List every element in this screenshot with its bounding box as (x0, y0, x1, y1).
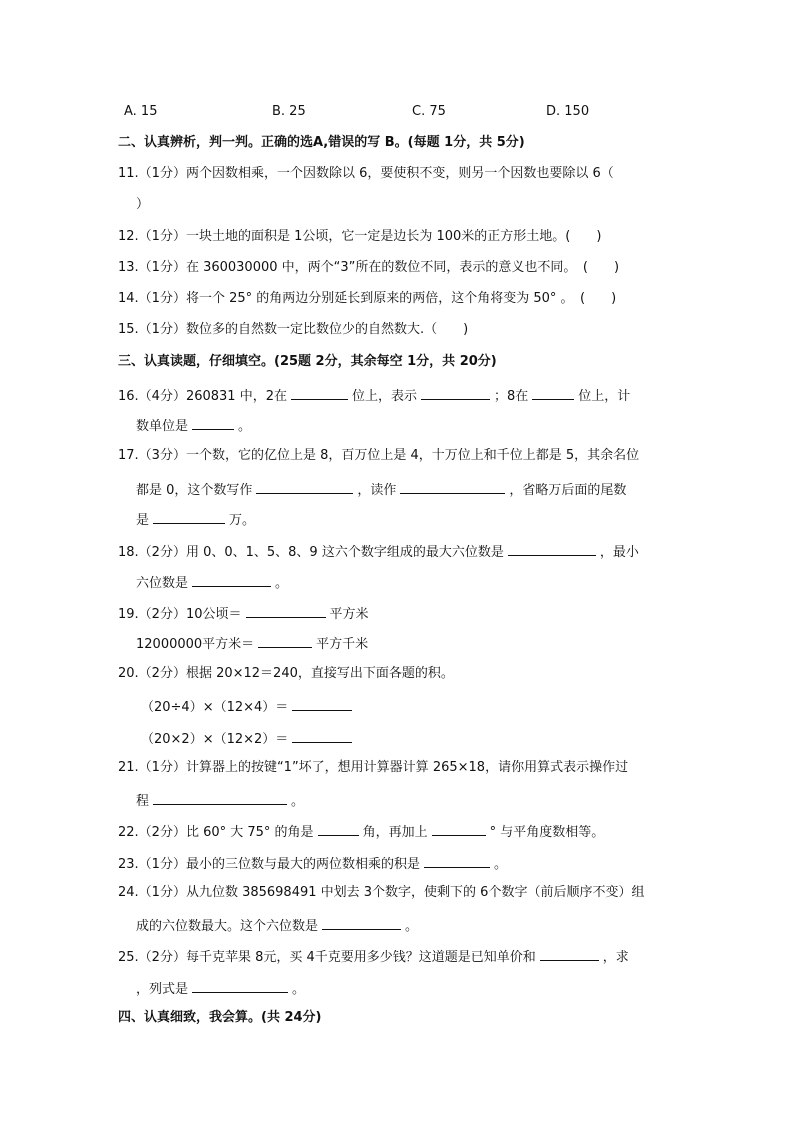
q19-text: 19.（2分）10公顷＝ (118, 607, 242, 622)
q18-text: 。 (275, 576, 289, 591)
q25-text: ，求 (602, 950, 629, 965)
question-20-a (141, 697, 356, 716)
q24-text: 。 (405, 919, 419, 934)
answer-blank[interactable] (153, 791, 287, 805)
question-16 (118, 386, 630, 405)
section-2-heading: 二、认真辨析，判一判。正确的选A,错误的写 B。(每题 1分，共 5分) (118, 135, 525, 150)
q19-text: 平方米 (329, 607, 369, 622)
answer-blank[interactable] (246, 604, 326, 618)
question-12: 12.（1分）一块土地的面积是 1公顷，它一定是边长为 100米的正方形土地。( ) (118, 229, 602, 244)
answer-blank[interactable] (532, 386, 574, 400)
answer-blank[interactable] (192, 573, 271, 587)
question-20: 20.（2分）根据 20×12＝240，直接写出下面各题的积。 (118, 666, 454, 681)
question-19 (118, 604, 369, 623)
q16-text: 16.（4分）260831 中，2在 (118, 389, 287, 404)
answer-blank[interactable] (292, 697, 352, 711)
answer-blank[interactable] (318, 822, 359, 836)
question-21: 21.（1分）计算器上的按键“1”坏了，想用计算器计算 265×18，请你用算式表示操作过 (118, 760, 629, 775)
question-24-cont (136, 916, 418, 935)
answer-blank[interactable] (508, 542, 596, 556)
question-13: 13.（1分）在 360030000 中，两个“3”所在的数位不同，表示的意义也不同。 ( ) (118, 260, 620, 275)
q16-text: 数单位是 (136, 419, 189, 434)
q23-text: 。 (493, 857, 507, 872)
q18-text: ，最小 (599, 545, 639, 560)
q16-text: ；8在 (494, 389, 529, 404)
q25-text: ，列式是 (136, 982, 189, 997)
option-c: C. 75 (412, 104, 446, 119)
q16-text: 位上，计 (578, 389, 631, 404)
q22-text: 角，再加上 (362, 825, 428, 840)
option-d: D. 150 (546, 104, 590, 119)
q20-text: （20÷4）×（12×4）＝ (141, 700, 289, 715)
answer-blank[interactable] (256, 480, 353, 494)
answer-blank[interactable] (400, 480, 505, 494)
answer-blank[interactable] (291, 386, 348, 400)
q19-text: 12000000平方米＝ (136, 637, 255, 652)
question-16-cont (136, 416, 251, 435)
answer-blank[interactable] (540, 947, 599, 961)
answer-blank[interactable] (432, 822, 486, 836)
q16-text: 位上，表示 (351, 389, 417, 404)
q22-text: 22.（2分）比 60° 大 75° 的角是 (118, 825, 314, 840)
q17-text: ，读作 (357, 483, 397, 498)
q21-text: 。 (291, 794, 305, 809)
question-20-b (141, 729, 356, 748)
answer-blank[interactable] (421, 386, 490, 400)
answer-blank[interactable] (322, 916, 401, 930)
q16-text: 。 (238, 419, 252, 434)
q18-text: 18.（2分）用 0、0、1、5、8、9 这六个数字组成的最大六位数是 (118, 545, 504, 560)
answer-blank[interactable] (192, 979, 288, 993)
q24-text: 成的六位数最大。这个六位数是 (136, 919, 319, 934)
question-18-cont (136, 573, 288, 592)
question-17-cont (136, 480, 626, 499)
question-21-cont (136, 791, 304, 810)
q25-text: 。 (292, 982, 306, 997)
q23-text: 23.（1分）最小的三位数与最大的两位数相乘的积是 (118, 857, 420, 872)
section-4-heading: 四、认真细致，我会算。(共 24分) (118, 1010, 322, 1025)
answer-blank[interactable] (292, 729, 352, 743)
q25-text: 25.（2分）每千克苹果 8元，买 4千克要用多少钱？这道题是已知单价和 (118, 950, 536, 965)
question-24: 24.（1分）从九位数 385698491 中划去 3个数字，使剩下的 6个数字（前后顺序不变）组 (118, 885, 645, 900)
question-23 (118, 854, 507, 873)
q17-text: 是 (136, 513, 150, 528)
q20-text: （20×2）×（12×2）＝ (141, 732, 289, 747)
q18-text: 六位数是 (136, 576, 189, 591)
question-22 (118, 822, 604, 841)
section-3-heading: 三、认真读题，仔细填空。(25题 2分，其余每空 1分，共 20分) (118, 354, 497, 369)
answer-blank[interactable] (192, 416, 234, 430)
q22-text: ° 与平角度数相等。 (489, 825, 605, 840)
answer-blank[interactable] (424, 854, 490, 868)
question-17-cont2 (136, 510, 255, 529)
option-a: A. 15 (124, 104, 158, 119)
option-b: B. 25 (272, 104, 306, 119)
question-15: 15.（1分）数位多的自然数一定比数位少的自然数大.（ ) (118, 322, 469, 337)
q17-text: 万。 (229, 513, 256, 528)
q19-text: 平方千米 (316, 637, 369, 652)
answer-blank[interactable] (153, 510, 225, 524)
q17-text: 都是 0，这个数写作 (136, 483, 253, 498)
q17-text: ，省略万后面的尾数 (509, 483, 627, 498)
q21-text: 程 (136, 794, 150, 809)
answer-blank[interactable] (258, 634, 312, 648)
question-17: 17.（3分）一个数，它的亿位上是 8，百万位上是 4，十万位上和千位上都是 5，其余名位 (118, 448, 640, 463)
question-14: 14.（1分）将一个 25° 的角两边分别延长到原来的两倍，这个角将变为 50° 。 ( ) (118, 291, 617, 306)
question-18 (118, 542, 639, 561)
question-11-paren: ） (136, 197, 150, 212)
question-19-cont (136, 634, 368, 653)
question-25-cont (136, 979, 305, 998)
question-25 (118, 947, 629, 966)
question-11: 11.（1分）两个因数相乘，一个因数除以 6，要使积不变，则另一个因数也要除以 6（ (118, 166, 614, 181)
